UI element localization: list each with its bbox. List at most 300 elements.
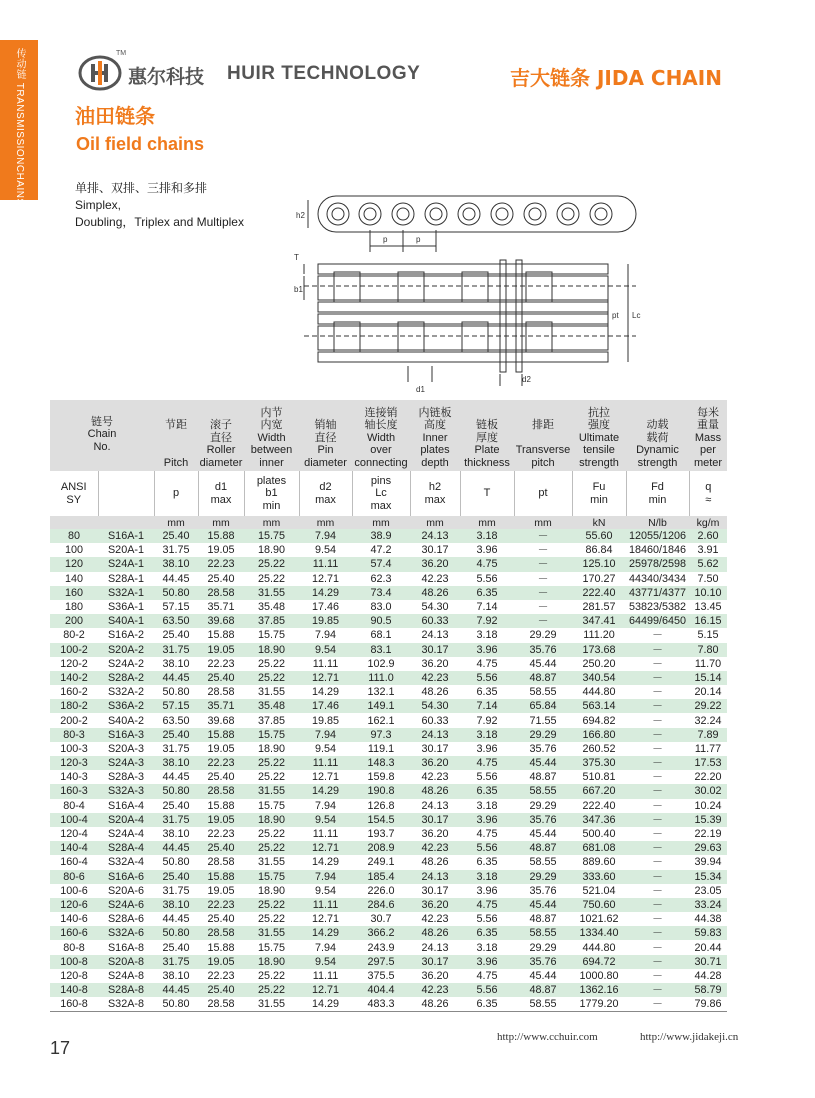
table-cell: 4.75 (460, 827, 514, 841)
table-cell: 140-3 (50, 770, 98, 784)
table-cell: 521.04 (572, 884, 626, 898)
table-cell: 19.85 (299, 614, 352, 628)
table-cell: 15.88 (198, 799, 244, 813)
table-cell: 44.45 (154, 770, 198, 784)
table-cell: 28.58 (198, 855, 244, 869)
table-cell: 222.40 (572, 586, 626, 600)
table-cell: 111.20 (572, 628, 626, 642)
column-header: 销轴 直径 Pin diameter (299, 400, 352, 471)
footer-url-cchuir[interactable]: http://www.cchuir.com (497, 1031, 598, 1043)
table-cell: 57.4 (352, 557, 410, 571)
table-cell: 7.94 (299, 728, 352, 742)
table-cell: 11.11 (299, 756, 352, 770)
table-cell: 375.5 (352, 969, 410, 983)
table-cell: 102.9 (352, 657, 410, 671)
table-cell: 24.13 (410, 728, 460, 742)
unit-header: kN (572, 516, 626, 529)
table-cell: 11.11 (299, 969, 352, 983)
table-cell: 25.22 (244, 912, 299, 926)
table-cell: 30.02 (689, 784, 727, 798)
table-cell: 45.44 (514, 827, 572, 841)
table-cell: 15.39 (689, 813, 727, 827)
table-cell: 48.26 (410, 997, 460, 1012)
trademark-mark: TM (116, 50, 127, 57)
table-cell: 14.29 (299, 997, 352, 1012)
table-cell: 5.56 (460, 983, 514, 997)
table-cell: 14.29 (299, 855, 352, 869)
page-number: 17 (50, 1038, 71, 1058)
table-row (50, 600, 727, 614)
table-cell: 100-6 (50, 884, 98, 898)
symbol-header: ANSI SY (50, 471, 98, 516)
table-cell: 50.80 (154, 926, 198, 940)
table-cell: 19.05 (198, 543, 244, 557)
table-cell: 18.90 (244, 884, 299, 898)
table-cell: 15.88 (198, 628, 244, 642)
table-cell: 44.45 (154, 572, 198, 586)
table-cell: 25.40 (154, 728, 198, 742)
table-cell: 15.88 (198, 940, 244, 954)
table-cell: 4.75 (460, 557, 514, 571)
table-cell: 35.71 (198, 699, 244, 713)
table-cell: 58.55 (514, 997, 572, 1012)
table-cell: S28A-1 (98, 572, 154, 586)
table-cell: 31.75 (154, 955, 198, 969)
table-cell: 180 (50, 600, 98, 614)
table-cell: － (514, 586, 572, 600)
table-cell: 55.60 (572, 529, 626, 543)
table-cell: 140-6 (50, 912, 98, 926)
table-row (50, 799, 727, 813)
table-cell: 347.36 (572, 813, 626, 827)
table-cell: 15.88 (198, 529, 244, 543)
table-cell: 140-8 (50, 983, 98, 997)
unit-header: N/lb (626, 516, 689, 529)
table-cell: 18.90 (244, 643, 299, 657)
table-cell: 25.22 (244, 969, 299, 983)
table-cell: 13.45 (689, 600, 727, 614)
table-cell: 59.83 (689, 926, 727, 940)
table-cell: － (626, 784, 689, 798)
table-cell: 3.96 (460, 813, 514, 827)
table-cell: 33.24 (689, 898, 727, 912)
table-cell: 22.23 (198, 898, 244, 912)
table-cell: 48.87 (514, 671, 572, 685)
table-cell: 3.18 (460, 728, 514, 742)
table-cell: 42.23 (410, 671, 460, 685)
table-cell: 5.56 (460, 912, 514, 926)
table-cell: 36.20 (410, 557, 460, 571)
table-cell: 15.75 (244, 529, 299, 543)
table-cell: 19.05 (198, 742, 244, 756)
table-cell: 243.9 (352, 940, 410, 954)
table-cell: 9.54 (299, 955, 352, 969)
table-cell: 120-8 (50, 969, 98, 983)
table-cell: 50.80 (154, 997, 198, 1012)
table-cell: 200 (50, 614, 98, 628)
table-cell: 19.05 (198, 813, 244, 827)
table-cell: 12.71 (299, 671, 352, 685)
table-row (50, 742, 727, 756)
table-row (50, 813, 727, 827)
table-cell: 31.75 (154, 643, 198, 657)
table-cell: 37.85 (244, 614, 299, 628)
table-row (50, 586, 727, 600)
table-cell: 3.91 (689, 543, 727, 557)
table-cell: 12.71 (299, 841, 352, 855)
table-cell: 38.10 (154, 898, 198, 912)
table-cell: 119.1 (352, 742, 410, 756)
table-cell: 6.35 (460, 926, 514, 940)
table-cell: 222.40 (572, 799, 626, 813)
table-cell: 5.15 (689, 628, 727, 642)
table-cell: S28A-3 (98, 770, 154, 784)
table-cell: 29.29 (514, 870, 572, 884)
table-cell: 100-2 (50, 643, 98, 657)
table-cell: 25.40 (154, 529, 198, 543)
table-row (50, 543, 727, 557)
table-cell: 60.33 (410, 614, 460, 628)
table-cell: 30.17 (410, 813, 460, 827)
table-cell: 25.40 (198, 841, 244, 855)
table-cell: 226.0 (352, 884, 410, 898)
table-cell: 19.05 (198, 955, 244, 969)
dim-h2-label: h2 (296, 211, 305, 220)
chain-plan-view (304, 260, 636, 372)
table-cell: 15.75 (244, 728, 299, 742)
table-cell: 200-2 (50, 713, 98, 727)
table-cell: 35.48 (244, 699, 299, 713)
table-cell: － (514, 557, 572, 571)
table-cell: 1000.80 (572, 969, 626, 983)
table-cell: 80-3 (50, 728, 98, 742)
table-cell: 20.44 (689, 940, 727, 954)
chain-dimension-diagram (290, 180, 650, 398)
table-cell: 750.60 (572, 898, 626, 912)
table-cell: 347.41 (572, 614, 626, 628)
column-header: 内链板 高度 Inner plates depth (410, 400, 460, 471)
table-cell: 44.38 (689, 912, 727, 926)
table-cell: － (514, 529, 572, 543)
table-cell: 149.1 (352, 699, 410, 713)
table-cell: 45.44 (514, 898, 572, 912)
table-cell: 45.44 (514, 969, 572, 983)
table-cell: 132.1 (352, 685, 410, 699)
table-cell: 249.1 (352, 855, 410, 869)
table-cell: 35.71 (198, 600, 244, 614)
column-header: 节距 Pitch (154, 400, 198, 471)
table-cell: 80-4 (50, 799, 98, 813)
table-cell: 54.30 (410, 699, 460, 713)
table-cell: 36.20 (410, 827, 460, 841)
table-cell: 58.55 (514, 784, 572, 798)
table-cell: 563.14 (572, 699, 626, 713)
table-cell: 48.87 (514, 983, 572, 997)
table-cell: 1334.40 (572, 926, 626, 940)
table-cell: － (626, 997, 689, 1012)
table-cell: 5.56 (460, 572, 514, 586)
table-cell: － (626, 955, 689, 969)
table-cell: 3.96 (460, 543, 514, 557)
table-cell: 140-4 (50, 841, 98, 855)
table-cell: S28A-6 (98, 912, 154, 926)
table-cell: 22.23 (198, 969, 244, 983)
table-cell: S24A-3 (98, 756, 154, 770)
huir-logo (78, 55, 122, 91)
table-cell: 18.90 (244, 742, 299, 756)
table-cell: 694.82 (572, 713, 626, 727)
unit-header: mm (352, 516, 410, 529)
table-row (50, 969, 727, 983)
table-cell: 68.1 (352, 628, 410, 642)
table-cell: 31.75 (154, 543, 198, 557)
table-cell: 19.05 (198, 643, 244, 657)
table-row (50, 728, 727, 742)
table-cell: 14.29 (299, 784, 352, 798)
table-cell: 160 (50, 586, 98, 600)
table-cell: 25.22 (244, 770, 299, 784)
table-cell: S32A-8 (98, 997, 154, 1012)
table-cell: 44.45 (154, 983, 198, 997)
table-cell: 3.18 (460, 799, 514, 813)
table-cell: 44.45 (154, 671, 198, 685)
table-cell: 3.18 (460, 870, 514, 884)
table-cell: S20A-2 (98, 643, 154, 657)
table-cell: S28A-2 (98, 671, 154, 685)
page-title-cn: 油田链条 (75, 104, 155, 128)
table-cell: 63.50 (154, 713, 198, 727)
table-cell: 15.75 (244, 940, 299, 954)
table-cell: 6.35 (460, 586, 514, 600)
table-cell: 80-6 (50, 870, 98, 884)
table-cell: 148.3 (352, 756, 410, 770)
table-cell: 100-8 (50, 955, 98, 969)
table-cell: 31.75 (154, 813, 198, 827)
symbol-header (98, 471, 154, 516)
table-cell: 24.13 (410, 529, 460, 543)
table-cell: 6.35 (460, 997, 514, 1012)
table-cell: 166.80 (572, 728, 626, 742)
table-cell: 162.1 (352, 713, 410, 727)
footer-url-jidakeji[interactable]: http://www.jidakeji.cn (640, 1031, 739, 1043)
units-row (50, 516, 727, 529)
table-cell: 9.54 (299, 813, 352, 827)
table-cell: 45.44 (514, 756, 572, 770)
table-cell: 3.18 (460, 628, 514, 642)
table-cell: 28.58 (198, 784, 244, 798)
table-cell: 97.3 (352, 728, 410, 742)
table-cell: 36.20 (410, 969, 460, 983)
table-cell: 25.22 (244, 657, 299, 671)
table-cell: 32.24 (689, 713, 727, 727)
table-cell: － (626, 898, 689, 912)
table-cell: 30.7 (352, 912, 410, 926)
table-cell: 31.55 (244, 784, 299, 798)
table-cell: 39.68 (198, 713, 244, 727)
table-cell: － (626, 855, 689, 869)
table-row (50, 955, 727, 969)
table-row (50, 699, 727, 713)
table-cell: S16A-1 (98, 529, 154, 543)
table-cell: 375.30 (572, 756, 626, 770)
table-cell: 11.77 (689, 742, 727, 756)
symbol-header: T (460, 471, 514, 516)
table-row (50, 572, 727, 586)
table-cell: S24A-1 (98, 557, 154, 571)
table-cell: － (626, 799, 689, 813)
table-cell: 9.54 (299, 884, 352, 898)
table-cell: 18.90 (244, 955, 299, 969)
table-cell: 7.14 (460, 699, 514, 713)
table-cell: 57.15 (154, 699, 198, 713)
table-cell: 35.76 (514, 884, 572, 898)
table-cell: 19.85 (299, 713, 352, 727)
table-cell: 25.40 (198, 770, 244, 784)
table-cell: 19.05 (198, 884, 244, 898)
table-cell: － (626, 969, 689, 983)
table-cell: 120 (50, 557, 98, 571)
table-cell: 260.52 (572, 742, 626, 756)
table-cell: － (514, 543, 572, 557)
table-cell: 11.11 (299, 657, 352, 671)
table-row (50, 529, 727, 543)
table-cell: 140 (50, 572, 98, 586)
table-cell: 23.05 (689, 884, 727, 898)
table-cell: S16A-3 (98, 728, 154, 742)
table-cell: 281.57 (572, 600, 626, 614)
table-cell: 120-3 (50, 756, 98, 770)
table-cell: 29.29 (514, 728, 572, 742)
table-cell: 48.87 (514, 912, 572, 926)
table-cell: 1021.62 (572, 912, 626, 926)
table-cell: 7.92 (460, 614, 514, 628)
table-row (50, 643, 727, 657)
table-row (50, 628, 727, 642)
table-cell: 5.56 (460, 770, 514, 784)
table-cell: 48.87 (514, 841, 572, 855)
table-cell: 28.58 (198, 586, 244, 600)
caption-line: 单排、双排、三排和多排 (75, 181, 208, 195)
table-cell: 48.26 (410, 586, 460, 600)
table-cell: － (514, 600, 572, 614)
dim-b1-label: b1 (294, 285, 303, 294)
table-cell: 444.80 (572, 940, 626, 954)
table-cell: 38.10 (154, 756, 198, 770)
table-cell: 28.58 (198, 685, 244, 699)
table-cell: 15.14 (689, 671, 727, 685)
table-cell: 31.55 (244, 685, 299, 699)
table-row (50, 770, 727, 784)
table-cell: 83.1 (352, 643, 410, 657)
table-cell: 22.23 (198, 557, 244, 571)
table-cell: 44.28 (689, 969, 727, 983)
table-cell: 39.68 (198, 614, 244, 628)
table-cell: S24A-6 (98, 898, 154, 912)
table-row (50, 557, 727, 571)
table-cell: － (626, 742, 689, 756)
table-cell: 90.5 (352, 614, 410, 628)
table-cell: 30.17 (410, 955, 460, 969)
dim-pt-label: pt (612, 311, 619, 320)
table-cell: 170.27 (572, 572, 626, 586)
symbol-header: h2 max (410, 471, 460, 516)
unit-header: mm (460, 516, 514, 529)
table-cell: S16A-4 (98, 799, 154, 813)
table-cell: － (626, 870, 689, 884)
table-cell: 60.33 (410, 713, 460, 727)
table-cell: 483.3 (352, 997, 410, 1012)
column-header: 滚子 直径 Roller diameter (198, 400, 244, 471)
table-cell: 37.85 (244, 713, 299, 727)
table-cell: 73.4 (352, 586, 410, 600)
table-cell: 20.14 (689, 685, 727, 699)
table-cell: 14.29 (299, 586, 352, 600)
table-cell: 28.58 (198, 997, 244, 1012)
symbol-header: Fd min (626, 471, 689, 516)
table-cell: 7.80 (689, 643, 727, 657)
table-cell: 15.88 (198, 870, 244, 884)
unit-header (98, 516, 154, 529)
table-cell: 50.80 (154, 784, 198, 798)
table-cell: 64499/6450 (626, 614, 689, 628)
table-cell: 35.76 (514, 742, 572, 756)
symbol-header: d1 max (198, 471, 244, 516)
table-cell: 7.94 (299, 870, 352, 884)
table-cell: S20A-3 (98, 742, 154, 756)
table-cell: S16A-6 (98, 870, 154, 884)
table-cell: 120-4 (50, 827, 98, 841)
table-cell: 22.20 (689, 770, 727, 784)
table-cell: 31.55 (244, 586, 299, 600)
table-cell: 25.40 (154, 940, 198, 954)
table-cell: 62.3 (352, 572, 410, 586)
table-cell: 3.18 (460, 940, 514, 954)
table-cell: 284.6 (352, 898, 410, 912)
dim-p-label: p (416, 235, 421, 244)
table-row (50, 827, 727, 841)
table-body (50, 529, 727, 1012)
table-cell: 100-4 (50, 813, 98, 827)
table-cell: 125.10 (572, 557, 626, 571)
table-cell: 25.22 (244, 572, 299, 586)
table-cell: 35.76 (514, 643, 572, 657)
table-cell: 50.80 (154, 685, 198, 699)
column-header: 链板 厚度 Plate thickness (460, 400, 514, 471)
table-cell: 44.45 (154, 841, 198, 855)
table-row (50, 997, 727, 1012)
table-cell: 58.79 (689, 983, 727, 997)
caption-line: Simplex, (75, 198, 122, 212)
table-cell: S32A-3 (98, 784, 154, 798)
table-cell: 36.20 (410, 657, 460, 671)
table-cell: S40A-2 (98, 713, 154, 727)
table-cell: 10.24 (689, 799, 727, 813)
table-cell: S28A-8 (98, 983, 154, 997)
page-title-en: Oil field chains (76, 134, 205, 154)
unit-header: mm (154, 516, 198, 529)
table-cell: 80 (50, 529, 98, 543)
unit-header: kg/m (689, 516, 727, 529)
table-cell: 47.2 (352, 543, 410, 557)
unit-header: mm (410, 516, 460, 529)
symbol-row (50, 471, 727, 516)
table-cell: 16.15 (689, 614, 727, 628)
table-cell: 15.75 (244, 870, 299, 884)
table-cell: 18460/1846 (626, 543, 689, 557)
table-cell: 18.90 (244, 543, 299, 557)
dim-d1-label: d1 (416, 385, 425, 394)
table-cell: 180-2 (50, 699, 98, 713)
